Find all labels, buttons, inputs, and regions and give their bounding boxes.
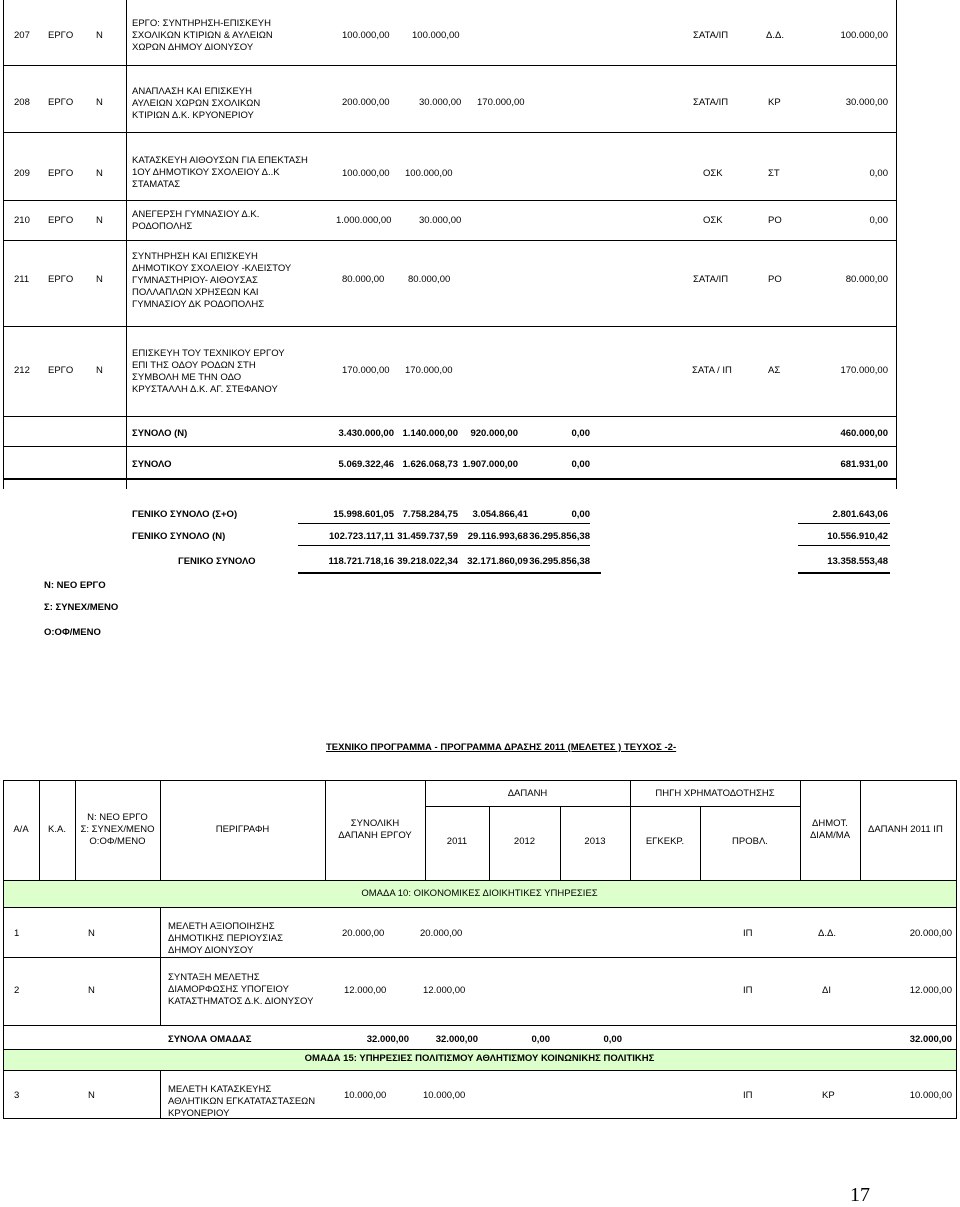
row-status: Ν [96, 97, 103, 108]
row-number: 2 [14, 985, 20, 996]
grand-total-label: ΓΕΝΙΚΟ ΣΥΝΟΛΟ [178, 556, 256, 567]
subtotal-2011: 1.626.068,73 [402, 459, 458, 470]
row-source: ΟΣΚ [703, 168, 723, 179]
grand-total-value: 39.218.022,34 [397, 556, 458, 567]
subtotal-total: 3.430.000,00 [338, 428, 394, 439]
subtotal-label: ΣΥΝΟΛΟ (Ν) [132, 428, 188, 439]
group-sum-2011: 32.000,00 [435, 1034, 478, 1045]
row-number: 211 [14, 274, 30, 285]
subtotal-2013: 0,00 [571, 428, 590, 439]
col-header-funding: ΠΗΓΗ ΧΡΗΜΑΤΟΔΟΤΗΣΗΣ [655, 788, 775, 799]
row-type: ΕΡΓΟ [48, 30, 74, 41]
col-header-status: Σ: ΣΥΝΕΧ/ΜΕΝΟ [80, 824, 155, 835]
row-status: Ν [96, 365, 103, 376]
grand-total-value: 118.721.718,16 [328, 556, 394, 567]
grand-total-value: 10.556.910,42 [827, 531, 888, 542]
row-description: ΚΑΤΑΣΚΕΥΗ ΑΙΘΟΥΣΩΝ ΓΙΑ ΕΠΕΚΤΑΣΗ 1ΟΥ ΔΗΜΟΤΙΚΟΥ ΣΧΟΛΕΙΟΥ Δ..Κ ΣΤΑΜΑΤΑΣ [132, 155, 308, 190]
row-total: 10.000,00 [344, 1090, 387, 1101]
col-header-total: ΣΥΝΟΛΙΚΗ [350, 818, 400, 829]
row-2011: 170.000,00 [405, 365, 453, 376]
grand-total-value: 13.358.553,48 [827, 556, 888, 567]
legend-item: Σ: ΣΥΝΕΧ/ΜΕΝΟ [44, 602, 119, 613]
grand-total-label: ΓΕΝΙΚΟ ΣΥΝΟΛΟ (Σ+Ο) [132, 509, 238, 520]
row-description: ΑΝΕΓΕΡΣΗ ΓΥΜΝΑΣΙΟΥ Δ.Κ. ΡΟΔΟΠΟΛΗΣ [132, 209, 260, 232]
col-header-total: ΔΑΠΑΝΗ ΕΡΓΟΥ [338, 830, 412, 841]
row-status: Ν [96, 215, 103, 226]
row-type: ΕΡΓΟ [48, 97, 74, 108]
section-title: ΤΕΧΝΙΚΟ ΠΡΟΓΡΑΜΜΑ - ΠΡΟΓΡΑΜΜΑ ΔΡΑΣΗΣ 2011 (ΜΕΛΕΤΕΣ ) ΤΕΥΧΟΣ -2- [326, 742, 677, 753]
row-status: Ν [88, 985, 95, 996]
row-total: 20.000,00 [342, 928, 385, 939]
row-area: ΚΡ [822, 1090, 835, 1101]
col-header-ka: Κ.Α. [48, 824, 66, 835]
row-type: ΕΡΓΟ [48, 365, 74, 376]
grand-total-value: 29.116.993,68 [467, 531, 528, 542]
row-total: 170.000,00 [342, 365, 390, 376]
row-2011: 100.000,00 [405, 168, 453, 179]
grand-total-value: 36.295.856,38 [529, 556, 590, 567]
subtotal-2012: 920.000,00 [470, 428, 518, 439]
row-total: 100.000,00 [342, 30, 390, 41]
row-number: 3 [14, 1090, 20, 1101]
row-2011: 80.000,00 [408, 274, 451, 285]
grand-total-value: 102.723.117,11 [329, 531, 394, 542]
row-description: ΣΥΝΤΗΡΗΣΗ ΚΑΙ ΕΠΙΣΚΕΥΗ ΔΗΜΟΤΙΚΟΥ ΣΧΟΛΕΙΟΥ -ΚΛΕΙΣΤΟΥ ΓΥΜΝΑΣΤΗΡΙΟΥ- ΑΙΘΟΥΣΑΣ ΠΟΛΛΑΠΛΩΝ ΧΡΗΣΕΩΝ ΚΑΙ ΓΥΜΝΑΣΙΟΥ ΔΚ ΡΟΔΟΠΟΛΗΣ [132, 251, 292, 310]
grand-total-value: 2.801.643,06 [832, 509, 888, 520]
row-expense-2011: 12.000,00 [909, 985, 952, 996]
row-number: 210 [14, 215, 30, 226]
group-title: ΟΜΑΔΑ 10: ΟΙΚΟΝΟΜΙΚΕΣ ΔΙΟΙΚΗΤΙΚΕΣ ΥΠΗΡΕΣΙΕΣ [361, 888, 598, 899]
row-description: ΕΠΙΣΚΕΥΗ ΤΟΥ ΤΕΧΝΙΚΟΥ ΕΡΓΟΥ ΕΠΙ ΤΗΣ ΟΔΟΥ ΡΟΔΩΝ ΣΤΗ ΣΥΜΒΟΛΗ ΜΕ ΤΗΝ ΟΔΟ ΚΡΥΣΤΑΛΛΗ Δ.Κ. ΑΓ. ΣΤΕΦΑΝΟΥ [132, 348, 285, 395]
grand-total-value: 36.295.856,38 [529, 531, 590, 542]
row-2011: 12.000,00 [423, 985, 466, 996]
subtotal-total: 5.069.322,46 [338, 459, 394, 470]
group-sum-2013: 0,00 [603, 1034, 622, 1045]
row-expense-2011: 0,00 [869, 215, 888, 226]
row-area: Δ.Δ. [818, 928, 836, 939]
row-total: 100.000,00 [342, 168, 390, 179]
row-status: Ν [88, 1090, 95, 1101]
row-expense-2011: 100.000,00 [840, 30, 888, 41]
grand-total-label: ΓΕΝΙΚΟ ΣΥΝΟΛΟ (Ν) [132, 531, 226, 542]
row-status: Ν [96, 30, 103, 41]
subtotal-expense: 460.000,00 [840, 428, 888, 439]
row-2011: 20.000,00 [420, 928, 463, 939]
row-area: ΡΟ [768, 215, 782, 226]
group-title: ΟΜΑΔΑ 15: ΥΠΗΡΕΣΙΕΣ ΠΟΛΙΤΙΣΜΟΥ ΑΘΛΗΤΙΣΜΟΥ ΚΟΙΝΩΝΙΚΗΣ ΠΟΛΙΤΙΚΗΣ [304, 1053, 655, 1064]
row-expense-2011: 30.000,00 [845, 97, 888, 108]
col-header-expense: ΔΑΠΑΝΗ [507, 788, 548, 799]
col-header-2011: 2011 [446, 836, 468, 847]
row-total: 80.000,00 [342, 274, 385, 285]
row-area: ΚΡ [768, 97, 781, 108]
legend-item: Ν: ΝΕΟ ΕΡΓΟ [44, 580, 106, 591]
row-number: 1 [14, 928, 20, 939]
col-header-expense-2011: ΔΑΠΑΝΗ 2011 ΙΠ [868, 824, 943, 835]
row-expense-2011: 10.000,00 [909, 1090, 952, 1101]
group-sum-2012: 0,00 [531, 1034, 550, 1045]
row-expense-2011: 20.000,00 [909, 928, 952, 939]
row-description: ΑΝΑΠΛΑΣΗ ΚΑΙ ΕΠΙΣΚΕΥΗ ΑΥΛΕΙΩΝ ΧΩΡΩΝ ΣΧΟΛΙΚΩΝ ΚΤΙΡΙΩΝ Δ.Κ. ΚΡΥΟΝΕΡΙΟΥ [132, 86, 261, 121]
grand-total-value: 31.459.737,59 [397, 531, 458, 542]
row-area: ΡΟ [768, 274, 782, 285]
row-total: 12.000,00 [344, 985, 387, 996]
group-sum-label: ΣΥΝΟΛΑ ΟΜΑΔΑΣ [168, 1034, 252, 1045]
grand-total-value: 32.171.860,09 [467, 556, 528, 567]
grand-total-value: 0,00 [571, 509, 590, 520]
subtotal-2012: 1.907.000,00 [462, 459, 518, 470]
row-source: ΙΠ [743, 1090, 753, 1101]
row-status: Ν [96, 168, 103, 179]
row-area: Δ.Δ. [766, 30, 784, 41]
subtotal-expense: 681.931,00 [840, 459, 888, 470]
row-type: ΕΡΓΟ [48, 274, 74, 285]
row-expense-2011: 80.000,00 [845, 274, 888, 285]
legend-item: Ο:ΟΦ/ΜΕΝΟ [44, 627, 101, 638]
row-2011: 30.000,00 [419, 215, 462, 226]
subtotal-2013: 0,00 [571, 459, 590, 470]
row-description: ΣΥΝΤΑΞΗ ΜΕΛΕΤΗΣ ΔΙΑΜΟΡΦΩΣΗΣ ΥΠΟΓΕΙΟΥ ΚΑΤΑΣΤΗΜΑΤΟΣ Δ.Κ. ΔΙΟΝΥΣΟΥ [168, 972, 314, 1007]
row-source: ΣΑΤΑ/ΙΠ [693, 97, 729, 108]
subtotal-label: ΣΥΝΟΛΟ [132, 459, 172, 470]
row-expense-2011: 0,00 [869, 168, 888, 179]
col-header-planned: ΠΡΟΒΛ. [732, 836, 768, 847]
row-2011: 100.000,00 [412, 30, 460, 41]
page-number: 17 [850, 1184, 870, 1206]
row-number: 207 [14, 30, 30, 41]
col-header-area: ΔΙΑΜ/ΜΑ [809, 830, 851, 841]
row-type: ΕΡΓΟ [48, 168, 74, 179]
row-total: 200.000,00 [342, 97, 390, 108]
row-2012: 170.000,00 [477, 97, 525, 108]
row-description: ΜΕΛΕΤΗ ΚΑΤΑΣΚΕΥΗΣ ΑΘΛΗΤΙΚΩΝ ΕΓΚΑΤΑΤΑΣΤΑΣΕΩΝ ΚΡΥΟΝΕΡΙΟΥ [168, 1084, 316, 1119]
row-type: ΕΡΓΟ [48, 215, 74, 226]
row-description: ΜΕΛΕΤΗ ΑΞΙΟΠΟΙΗΣΗΣ ΔΗΜΟΤΙΚΗΣ ΠΕΡΙΟΥΣΙΑΣ ΔΗΜΟΥ ΔΙΟΝΥΣΟΥ [168, 921, 283, 956]
grand-total-value: 3.054.866,41 [472, 509, 528, 520]
row-number: 208 [14, 97, 30, 108]
col-header-2012: 2012 [513, 836, 536, 847]
row-source: ΣΑΤΑ / ΙΠ [692, 365, 732, 376]
row-source: ΣΑΤΑ/ΙΠ [693, 30, 729, 41]
row-status: Ν [96, 274, 103, 285]
row-source: ΙΠ [743, 985, 753, 996]
col-header-2013: 2013 [584, 836, 606, 847]
group-sum-total: 32.000,00 [366, 1034, 409, 1045]
grand-total-value: 7.758.284,75 [402, 509, 458, 520]
row-2011: 30.000,00 [419, 97, 462, 108]
row-description: ΕΡΓΟ: ΣΥΝΤΗΡΗΣΗ-ΕΠΙΣΚΕΥΗ ΣΧΟΛΙΚΩΝ ΚΤΙΡΙΩΝ & ΑΥΛΕΙΩΝ ΧΩΡΩΝ ΔΗΜΟΥ ΔΙΟΝΥΣΟΥ [132, 18, 273, 53]
col-header-aa: Α/Α [13, 824, 29, 835]
row-source: ΙΠ [743, 928, 753, 939]
row-number: 212 [14, 365, 30, 376]
row-expense-2011: 170.000,00 [840, 365, 888, 376]
row-area: ΔΙ [822, 985, 831, 996]
row-source: ΟΣΚ [703, 215, 723, 226]
col-header-area: ΔΗΜΟΤ. [812, 818, 848, 829]
row-area: ΑΣ [768, 365, 781, 376]
row-source: ΣΑΤΑ/ΙΠ [693, 274, 729, 285]
row-2011: 10.000,00 [423, 1090, 466, 1101]
row-number: 209 [14, 168, 30, 179]
row-total: 1.000.000,00 [336, 215, 392, 226]
col-header-status: Ν: ΝΕΟ ΕΡΓΟ [87, 812, 148, 823]
grand-total-value: 15.998.601,05 [333, 509, 394, 520]
row-status: Ν [88, 928, 95, 939]
col-header-description: ΠΕΡΙΓΡΑΦΗ [215, 824, 270, 835]
col-header-approved: ΕΓΚΕΚΡ. [645, 836, 685, 847]
row-area: ΣΤ [768, 168, 780, 179]
col-header-status: Ο:ΟΦ/ΜΕΝΟ [89, 836, 146, 847]
subtotal-2011: 1.140.000,00 [402, 428, 458, 439]
group-sum-expense: 32.000,00 [909, 1034, 952, 1045]
